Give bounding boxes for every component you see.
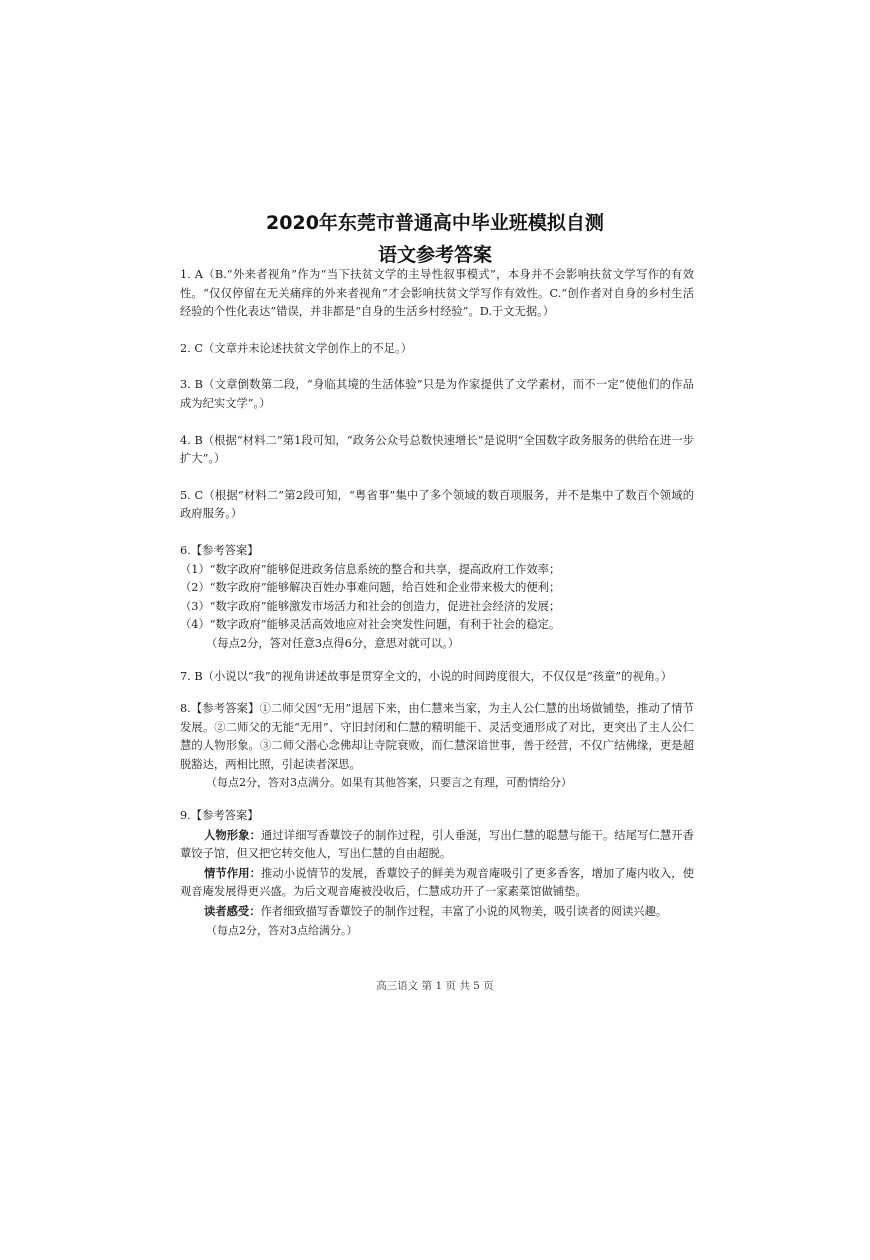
answer-6-item-1: （1）“数字政府”能够促进政务信息系统的整合和共享，提高政府工作效率； — [180, 562, 561, 576]
answer-5: 5. C（根据“材料二”第2段可知，“粤省事”集中了多个领域的数百项服务，并不是集中了数百个领域的政府服务。） — [180, 488, 694, 521]
answer-9-item-reader — [180, 902, 694, 922]
answer-9-item-plot — [180, 864, 694, 902]
answer-7: 7. B（小说以“我”的视角讲述故事是贯穿全文的，小说的时间跨度很大，不仅仅是“孩童”的视角。） — [180, 669, 673, 683]
answer-9-item-label: 情节作用： — [204, 865, 261, 880]
answer-9-item-character — [180, 826, 694, 864]
answer-6-heading: 6.【参考答案】 — [180, 543, 259, 557]
page-footer: 高三语文 第 1 页 共 5 页 — [376, 980, 494, 992]
answer-6-item-4: （4）“数字政府”能够灵活高效地应对社会突发性问题，有利于社会的稳定。 — [180, 618, 561, 632]
answer-8: 8.【参考答案】①二师父因“无用”退居下来，由仁慧来当家，为主人公仁慧的出场做铺垫，推动了情节发展。②二师父的无能“无用”、守旧封闭和仁慧的精明能干、灵活变通形成了对比，更突出了主人公仁慧的人物形象。③二师父潜心念佛却让寺院衰败，而仁慧深谙世事，善于经营，不仅广结佛缘，更是超脱豁达，两相比照，引起读者深思。 — [180, 702, 694, 771]
answer-8-scoring-note: （每点2分，答对3点满分。如果有其他答案，只要言之有理，可酌情给分） — [206, 776, 572, 790]
answer-9-item-text: 通过详细写香蕈饺子的制作过程，引人垂涎，写出仁慧的聪慧与能干。结尾写仁慧开香蕈饺子馆，但又把它转交他人，写出仁慧的自由超脱。 — [180, 828, 694, 861]
answer-9-item-text: 作者细致描写香蕈饺子的制作过程，丰富了小说的风物美，吸引读者的阅读兴趣。 — [260, 905, 668, 919]
answer-9-item-label: 读者感受： — [204, 904, 261, 919]
answer-4: 4. B（根据“材料二”第1段可知，“政务公众号总数快速增长”是说明“全国数字政务服务的供给在进一步扩大”。） — [180, 433, 694, 466]
answer-6-item-2: （2）“数字政府”能够解决百姓办事难问题，给百姓和企业带来极大的便利； — [180, 581, 561, 595]
answer-3: 3. B（文章倒数第二段，“身临其境的生活体验”只是为作家提供了文学素材，而不一定“使他们的作品成为纪实文学”。） — [180, 378, 694, 410]
answer-1: 1. A（B.“外来者视角”作为“当下扶贫文学的主导性叙事模式”，本身并不会影响扶贫文学写作的有效性。“仅仅停留在无关痛痒的外来者视角”才会影响扶贫文学写作有效性。C.“创作者对自身的乡村生活经验的个性化表达”错误，并非都是“自身的生活乡村经验”。D.于文无据。） — [180, 268, 694, 319]
answer-9-item-label: 人物形象： — [204, 827, 261, 842]
answer-9-scoring-note: （每点2分，答对3点给满分。） — [206, 923, 358, 937]
answer-6-scoring-note: （每点2分，答对任意3点得6分，意思对就可以。） — [206, 636, 460, 650]
document-title: 2020年东莞市普通高中毕业班模拟自测 — [266, 212, 604, 234]
answer-2: 2. C（文章并未论述扶贫文学创作上的不足。） — [180, 341, 413, 355]
answer-6-item-3: （3）“数字政府”能够激发市场活力和社会的创造力，促进社会经济的发展； — [180, 599, 561, 613]
answer-9-heading: 9.【参考答案】 — [180, 809, 259, 823]
answers-body — [180, 266, 694, 940]
answer-9-item-text: 推动小说情节的发展，香蕈饺子的鲜美为观音庵吸引了更多香客，增加了庵内收入，使观音庵发展得更兴盛。为后文观音庵被没收后，仁慧成功开了一家素菜馆做铺垫。 — [180, 866, 694, 899]
document-subtitle: 语文参考答案 — [377, 244, 492, 266]
